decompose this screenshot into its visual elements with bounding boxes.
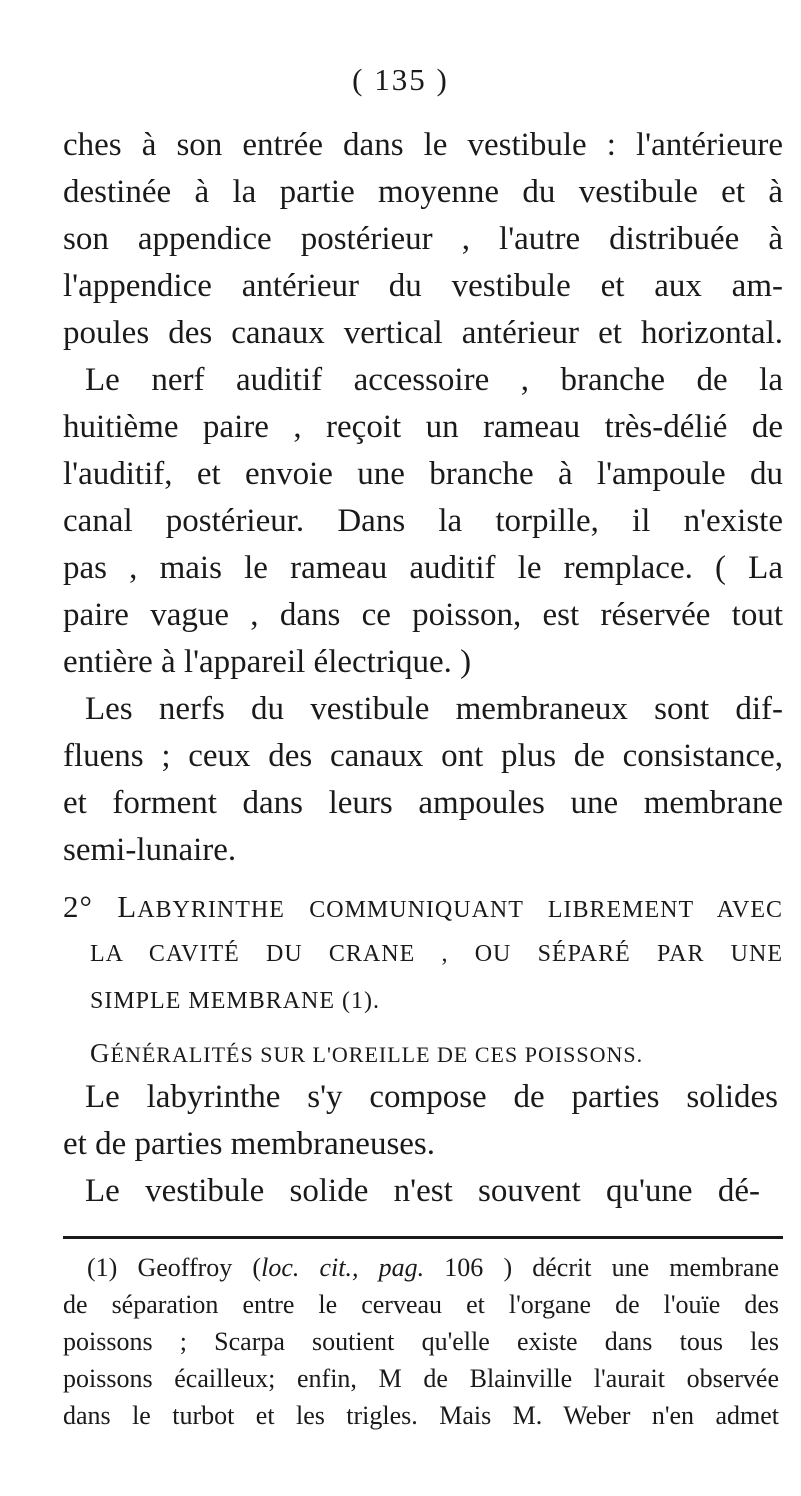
subheading-initial: G <box>90 1038 111 1068</box>
body-line: destinée à la partie moyenne du vestibule et à <box>63 174 783 210</box>
heading-initial: L <box>117 889 138 924</box>
body-line: ches à son entrée dans le vestibule : l'antérieure <box>63 127 783 163</box>
footnote-text: 106 ) décrit une membrane <box>444 1253 779 1282</box>
body-line: son appendice postérieur , l'autre distribuée à <box>63 221 783 257</box>
section-heading-line: SIMPLE MEMBRANE (1). <box>90 988 381 1014</box>
footnote-rule <box>63 1236 783 1239</box>
section-heading-line: LA CAVITÉ DU CRANE , OU SÉPARÉ PAR UNE <box>90 941 783 967</box>
body-line: fluens ; ceux des canaux ont plus de consistance, <box>63 738 783 774</box>
body-line: paire vague , dans ce poisson, est réservée tout <box>63 597 783 633</box>
body-line: Le nerf auditif accessoire , branche de la <box>85 362 783 398</box>
footnote-line: de séparation entre le cerveau et l'organe de l'ouïe des <box>63 1290 779 1319</box>
body-line: pas , mais le rameau auditif le remplace. ( La <box>63 550 783 586</box>
footnote-line <box>87 1252 779 1284</box>
body-line: l'auditif, et envoie une branche à l'ampoule du <box>63 456 783 492</box>
section-heading-line <box>63 887 783 930</box>
footnote-line: poissons écailleux; enfin, M de Blainville l'aurait observée <box>63 1364 779 1393</box>
footnote-line: poissons ; Scarpa soutient qu'elle existe dans tous les <box>63 1327 779 1356</box>
subheading-text: ÉNÉRALITÉS SUR L'OREILLE DE CES POISSONS. <box>110 1042 644 1067</box>
body-line: poules des canaux vertical antérieur et horizontal. <box>63 315 783 351</box>
heading-text: ABYRINTHE COMMUNIQUANT LIBREMENT AVEC <box>137 897 784 923</box>
section-number: 2° <box>63 889 93 924</box>
footnote-citation: loc. cit., pag. <box>261 1253 425 1282</box>
body-line: Les nerfs du vestibule membraneux sont dif- <box>85 691 783 727</box>
footnote-text: (1) Geoffroy ( <box>87 1253 262 1282</box>
body-line: entière à l'appareil électrique. ) <box>63 644 472 680</box>
body-line: canal postérieur. Dans la torpille, il n'existe <box>63 503 783 539</box>
page-number: ( 135 ) <box>352 62 449 97</box>
footnote-line: dans le turbot et les trigles. Mais M. Weber n'en admet <box>63 1401 779 1430</box>
body-line: l'appendice antérieur du vestibule et aux am- <box>63 268 783 304</box>
body-line: Le labyrinthe s'y compose de parties solides <box>85 1079 778 1115</box>
body-line: semi-lunaire. <box>63 832 237 868</box>
body-line: huitième paire , reçoit un rameau très-délié de <box>63 409 783 445</box>
body-line: et forment dans leurs ampoules une membrane <box>63 785 783 821</box>
body-line: et de parties membraneuses. <box>63 1126 436 1162</box>
subheading <box>90 1033 643 1075</box>
body-line: Le vestibule solide n'est souvent qu'une dé- <box>85 1173 760 1209</box>
